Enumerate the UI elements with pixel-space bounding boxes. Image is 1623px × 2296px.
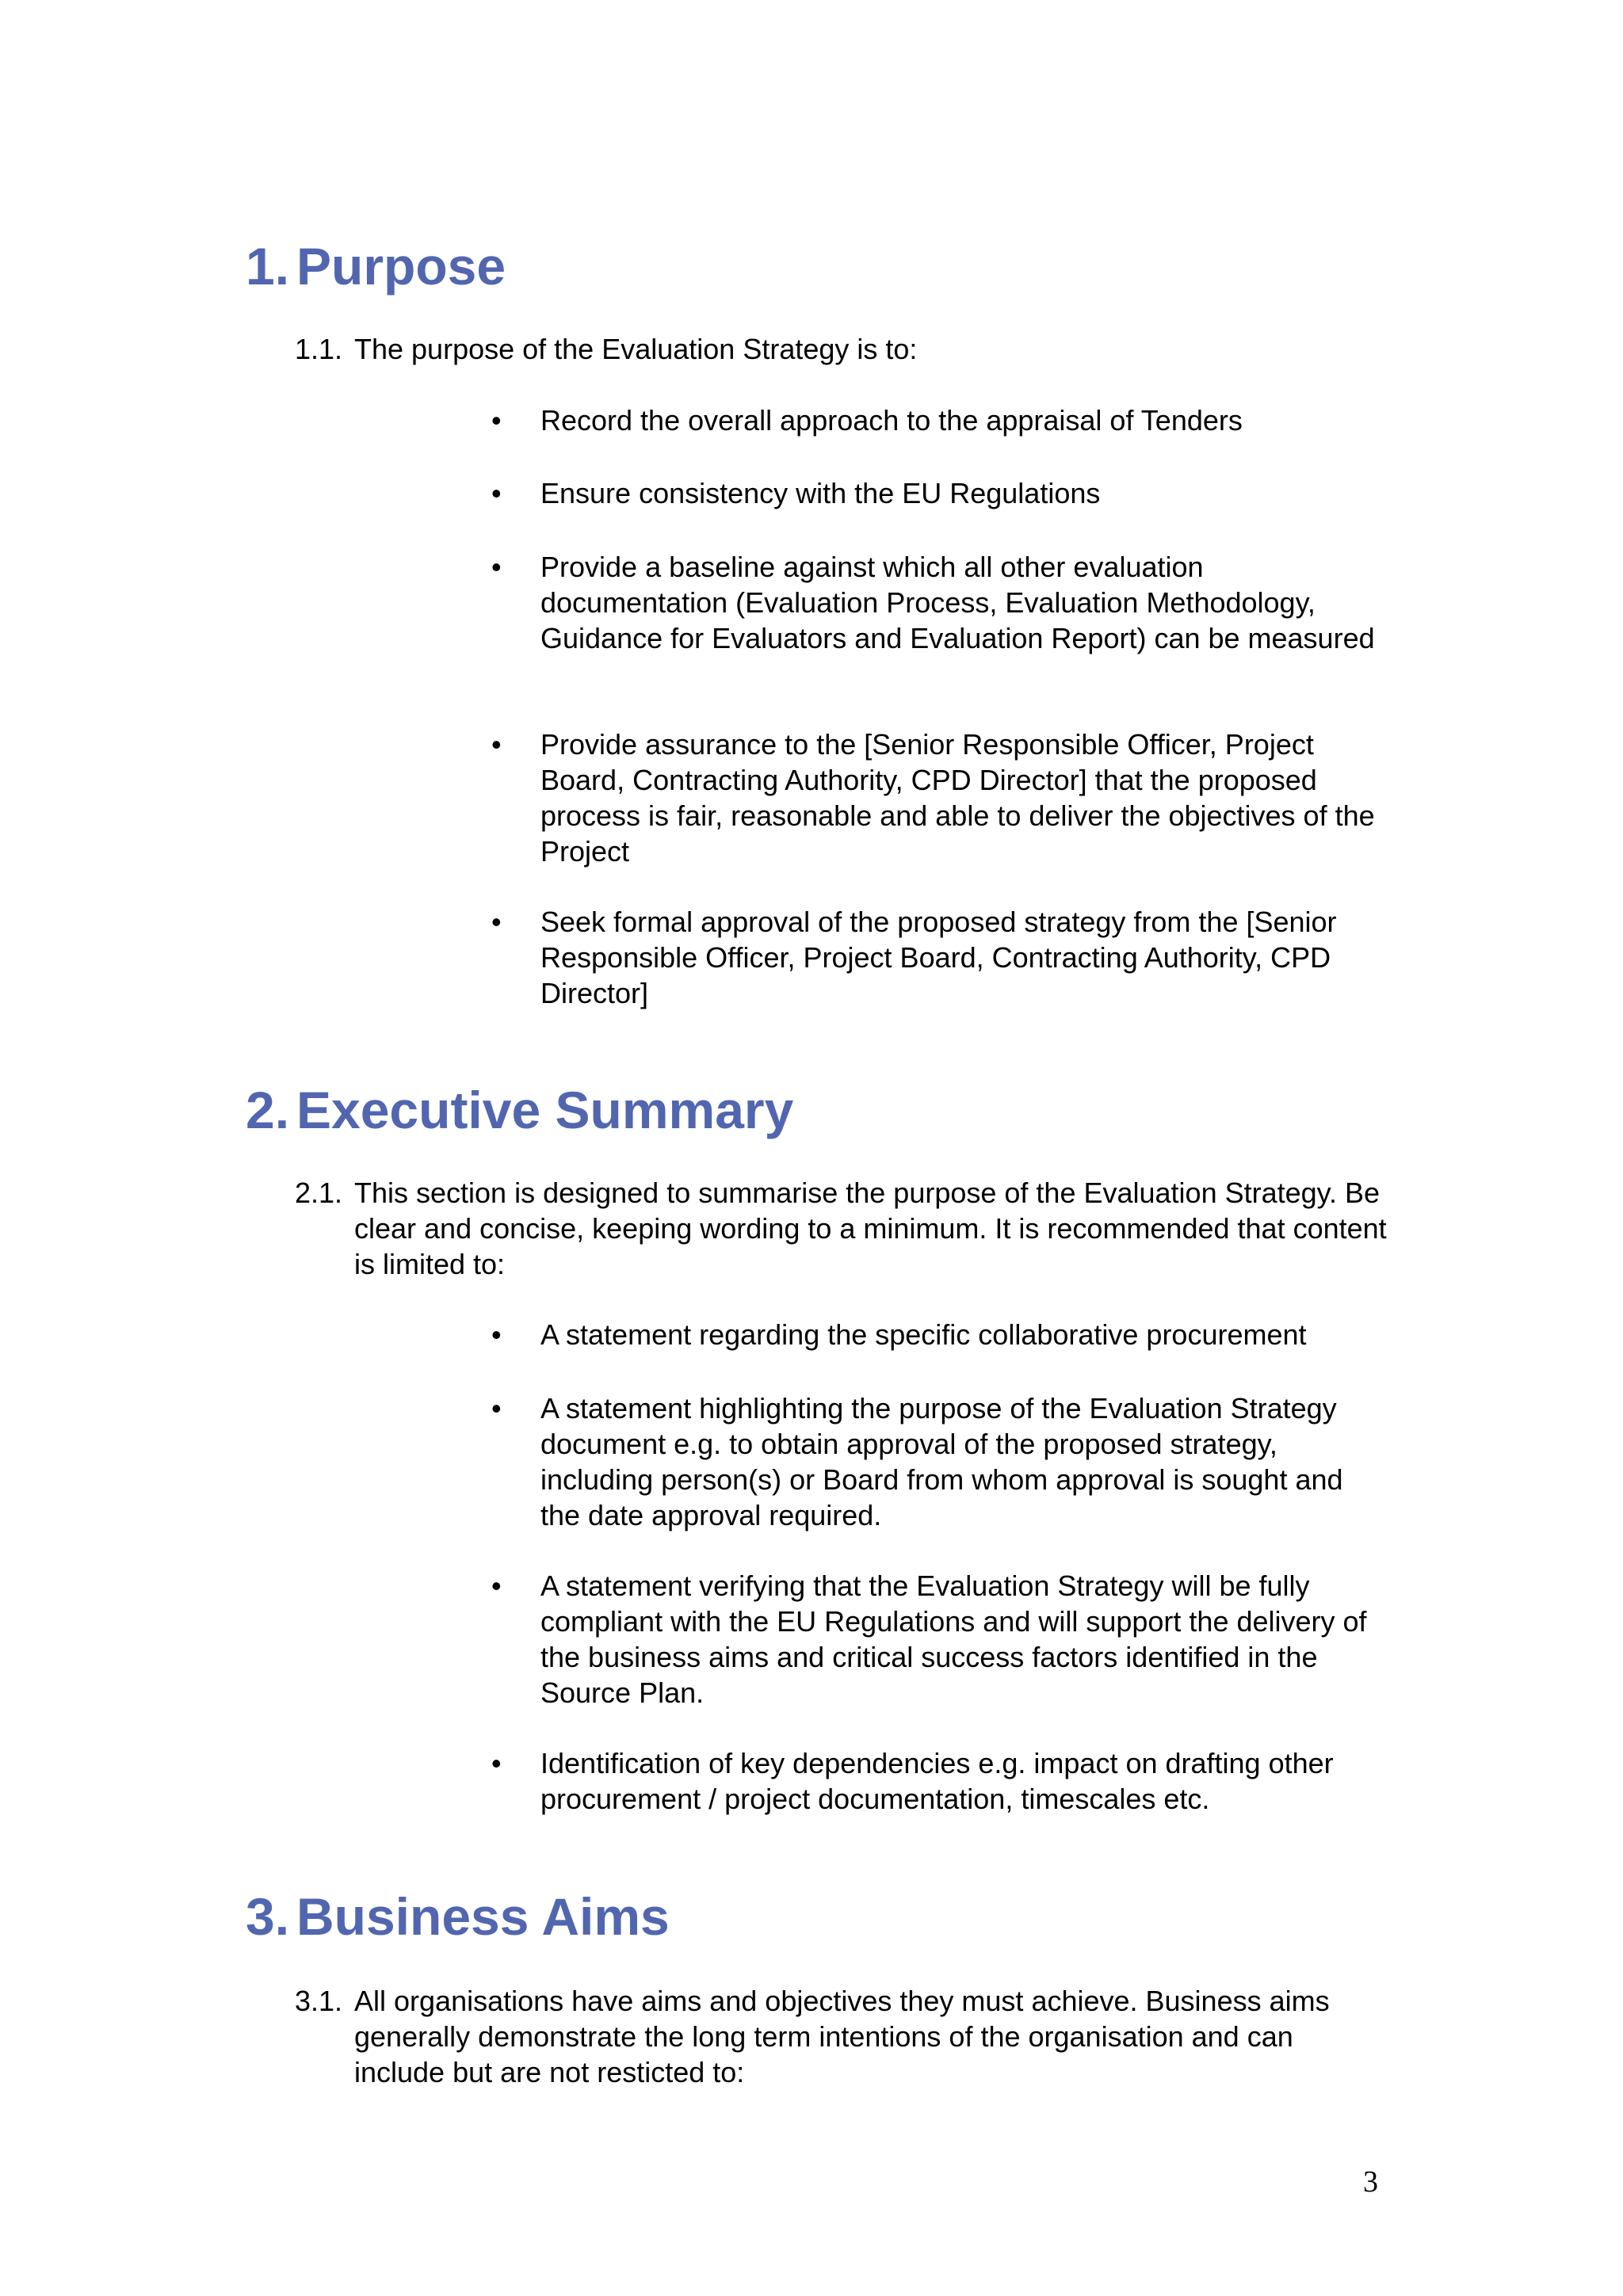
paragraph-number: 1.1. (295, 333, 343, 365)
list-item-text: Ensure consistency with the EU Regulations (540, 477, 1101, 509)
list-item-text: Identification of key dependencies e.g. impact on drafting other procurement / project documentation, timescales etc. (540, 1747, 1334, 1815)
section-title: Purpose (296, 237, 506, 296)
bullet-glyph: • (491, 477, 502, 509)
list-item-text: Seek formal approval of the proposed strategy from the [Senior Responsible Officer, Project Board, Contracting Authority, CPD Director] (540, 906, 1337, 1009)
section-number: 3. (246, 1887, 290, 1946)
section-title: Executive Summary (296, 1081, 794, 1139)
bullet-glyph: • (491, 1747, 502, 1779)
section-heading-purpose (246, 236, 506, 296)
list-item-text: Provide a baseline against which all other evaluation documentation (Evaluation Process, Evaluation Methodology, Guidance for Evaluators and Evaluation Report) can be measured (540, 551, 1375, 654)
list-item-text: Provide assurance to the [Senior Responsible Officer, Project Board, Contracting Authority, CPD Director] that the proposed process is fair, reasonable and able to deliver the objectives of the Project (540, 728, 1375, 868)
bullet-glyph: • (491, 1569, 502, 1602)
list-item (491, 1745, 1379, 1817)
list-item-text: A statement verifying that the Evaluation Strategy will be fully compliant with the EU Regulations and will support the delivery of the business aims and critical success factors identified in the Source Plan. (540, 1569, 1367, 1709)
paragraph-number: 2.1. (295, 1177, 343, 1209)
paragraph-text: This section is designed to summarise the purpose of the Evaluation Strategy. Be clear and concise, keeping wording to a minimum. It is recommended that content is limited to: (354, 1177, 1387, 1280)
list-item (491, 402, 1379, 438)
paragraph-text: All organisations have aims and objectives they must achieve. Business aims generally demonstrate the long term intentions of the organisation and can include but are not resticted to: (354, 1985, 1330, 2088)
bullet-glyph: • (491, 1392, 502, 1425)
section-title: Business Aims (296, 1887, 670, 1946)
bullet-glyph: • (491, 1318, 502, 1351)
list-item (491, 1568, 1379, 1711)
bullet-glyph: • (491, 404, 502, 437)
list-item (491, 475, 1379, 511)
list-item (491, 904, 1379, 1011)
page-number: 3 (1363, 2165, 1378, 2199)
list-item-text: A statement regarding the specific collaborative procurement (540, 1318, 1307, 1351)
paragraph-text: The purpose of the Evaluation Strategy is to: (354, 333, 918, 365)
list-item-text: A statement highlighting the purpose of the Evaluation Strategy document e.g. to obtain approval of the proposed strategy, including person(s) or Board from whom approval is sought and the date approval required. (540, 1392, 1343, 1531)
bullet-glyph: • (491, 551, 502, 583)
list-item (491, 549, 1379, 656)
list-item-text: Record the overall approach to the appraisal of Tenders (540, 404, 1243, 437)
paragraph-1-1 (295, 331, 1388, 367)
list-item (491, 1390, 1379, 1533)
section-heading-executive-summary (246, 1080, 793, 1140)
bullet-glyph: • (491, 906, 502, 938)
paragraph-number: 3.1. (295, 1985, 343, 2017)
section-number: 2. (246, 1081, 290, 1139)
section-number: 1. (246, 237, 290, 296)
list-item (491, 1317, 1379, 1352)
bullet-glyph: • (491, 728, 502, 761)
paragraph-2-1 (295, 1175, 1388, 1282)
list-item (491, 727, 1379, 869)
section-heading-business-aims (246, 1886, 670, 1947)
paragraph-3-1 (295, 1983, 1388, 2090)
